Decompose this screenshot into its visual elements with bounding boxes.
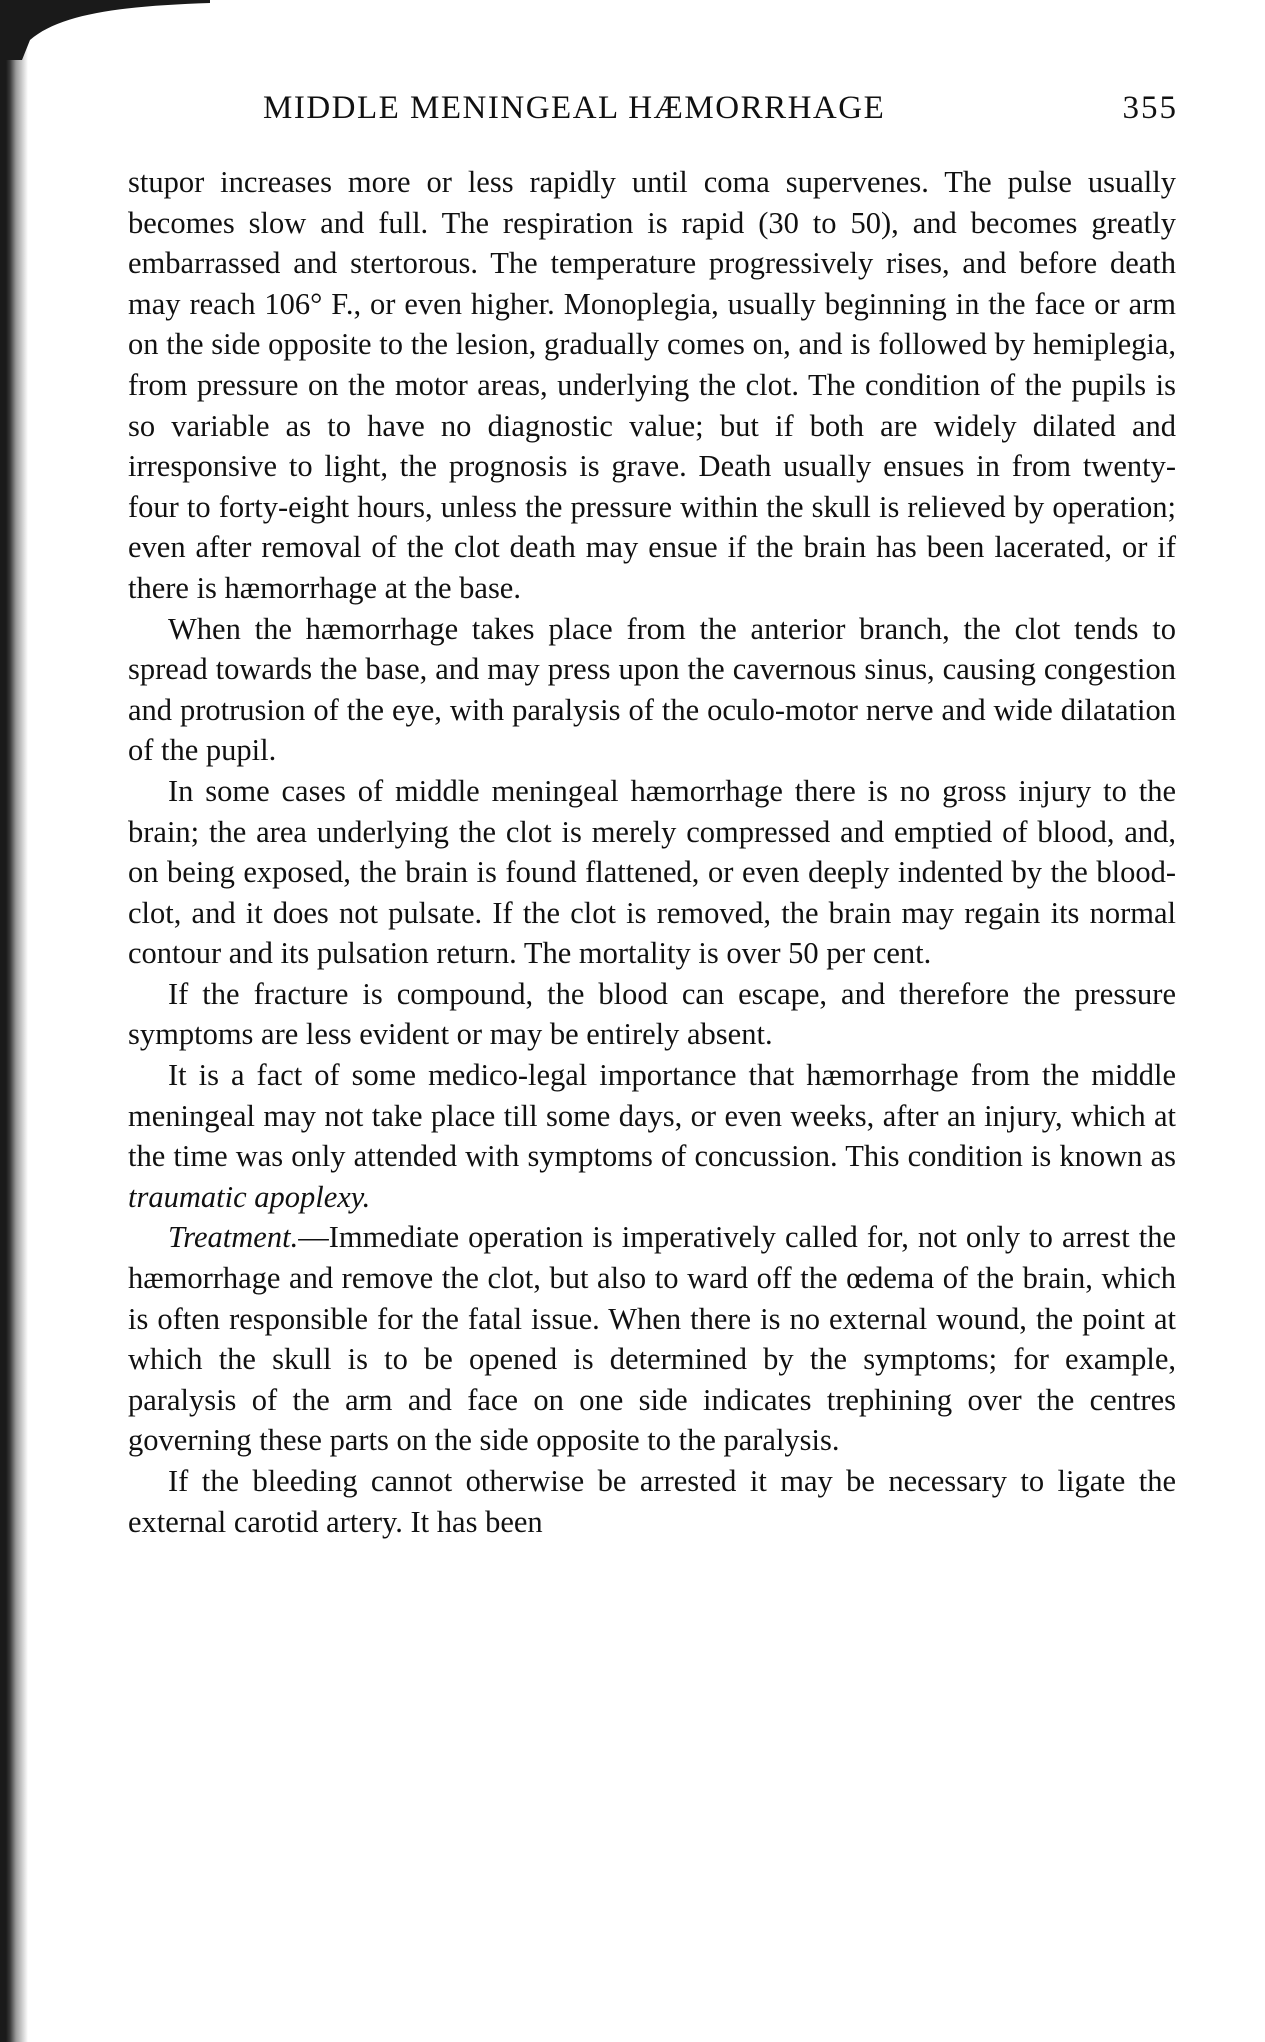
paragraph-compound-fracture: If the fracture is compound, the blood can escape, and therefore the pressure symptoms are less evident or may be entirely absent. <box>128 976 1176 1052</box>
term-traumatic-apoplexy: traumatic apoplexy. <box>128 1179 371 1214</box>
scan-binding-edge <box>0 0 28 2042</box>
paragraph-anterior-branch: When the hæmorrhage takes place from the anterior branch, the clot tends to spread towards the base, and may press upon the cavernous sinus, causing congestion and protrusion of the eye, with paralysis of the oculo-motor nerve and wide dilatation of the pupil. <box>128 611 1176 768</box>
body-text <box>128 162 1176 1542</box>
running-head <box>128 80 1176 140</box>
paragraph-medico-legal <box>128 1055 1176 1217</box>
running-title: MIDDLE MENINGEAL HÆMORRHAGE <box>263 90 886 126</box>
treatment-text: —Immediate operation is imperatively called for, not only to arrest the hæmorrhage and remove the clot, but also to ward off the œdema of the brain, which is often responsible for the fatal issue. When there is no external wound, the point at which the skull is to be opened is determined by the symptoms; for example, paralysis of the arm and face on one side indicates trephining over the centres governing these parts on the side opposite to the paralysis. <box>128 1220 1176 1458</box>
paragraph-treatment <box>128 1217 1176 1461</box>
treatment-heading: Treatment. <box>168 1220 299 1255</box>
medico-legal-text: It is a fact of some medico-legal importance that hæmorrhage from the middle meningeal may not take place till some days, or even weeks, after an injury, which at the time was only attended with symptoms of concussion. This condition is known as <box>128 1058 1176 1174</box>
paragraph-continuation: stupor increases more or less rapidly until coma supervenes. The pulse usually becomes slow and full. The respiration is rapid (30 to 50), and becomes greatly embarrassed and stertorous. The temperature progressively rises, and before death may reach 106° F., or even higher. Monoplegia, usually beginning in the face or arm on the side opposite to the lesion, gradually comes on, and is followed by hemiplegia, from pressure on the motor areas, underlying the clot. The condition of the pupils is so variable as to have no diagnostic value; but if both are widely dilated and irresponsive to light, the prognosis is grave. Death usually ensues in from twenty-four to forty-eight hours, unless the pressure within the skull is relieved by operation; even after removal of the clot death may ensue if the brain has been lacerated, or if there is hæmorrhage at the base. <box>128 165 1176 605</box>
paragraph-no-gross-injury: In some cases of middle meningeal hæmorrhage there is no gross injury to the brain; the area underlying the clot is merely compressed and emptied of blood, and, on being exposed, the brain is found flattened, or even deeply indented by the blood-clot, and it does not pulsate. If the clot is removed, the brain may regain its normal contour and its pulsation return. The mortality is over 50 per cent. <box>128 773 1176 971</box>
book-page <box>128 80 1176 1542</box>
page-number: 355 <box>1122 90 1178 126</box>
paragraph-bleeding: If the bleeding cannot otherwise be arrested it may be necessary to ligate the external carotid artery. It has been <box>128 1464 1176 1539</box>
scan-corner-mark <box>0 0 210 60</box>
